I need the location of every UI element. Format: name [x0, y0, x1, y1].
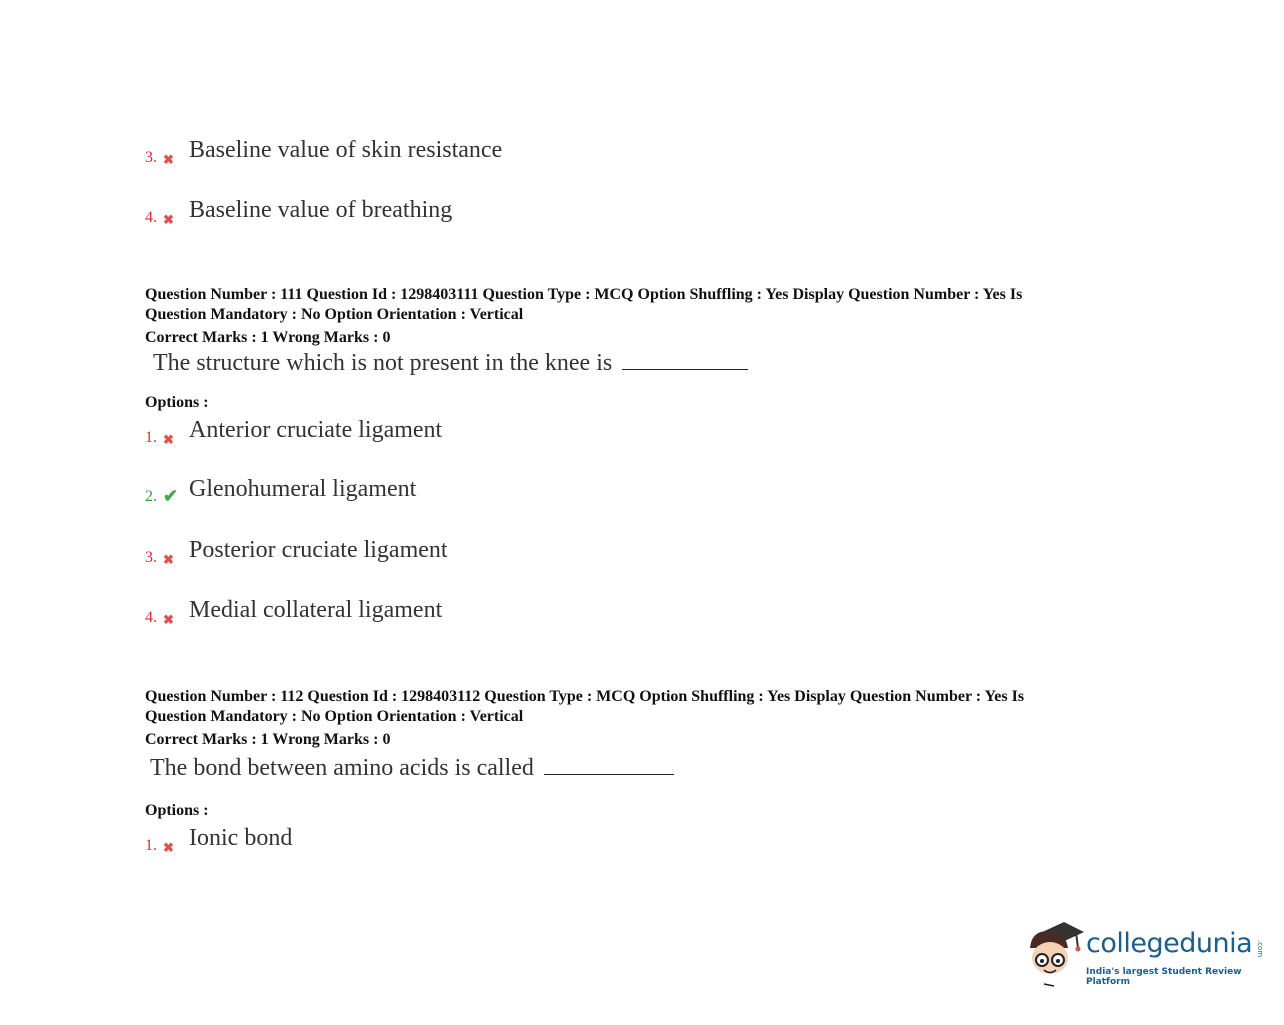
option-item — [145, 598, 442, 626]
option-number: 3. — [145, 549, 157, 566]
option-text: Baseline value of breathing — [189, 197, 453, 223]
question-stem: The bond between amino acids is called — [150, 755, 534, 781]
option-number: 1. — [145, 429, 157, 446]
option-text: Baseline value of skin resistance — [189, 137, 503, 163]
option-text: Glenohumeral ligament — [189, 476, 417, 502]
option-number: 3. — [145, 149, 157, 166]
option-item — [145, 538, 448, 566]
question-text — [153, 350, 748, 377]
options-label: Options : — [145, 802, 209, 819]
cross-icon: ✖ — [163, 212, 174, 227]
options-label: Options : — [145, 394, 209, 411]
option-number: 1. — [145, 837, 157, 854]
cross-icon: ✖ — [163, 840, 174, 855]
option-item — [145, 826, 292, 854]
option-text: Ionic bond — [189, 825, 293, 851]
question-meta — [145, 285, 1022, 325]
check-icon: ✔ — [163, 486, 179, 506]
cross-icon: ✖ — [163, 552, 174, 567]
logo-tagline: India's largest Student Review Platform — [1086, 967, 1242, 987]
answer-blank — [544, 774, 674, 775]
answer-blank — [622, 369, 748, 370]
option-number: 4. — [145, 209, 157, 226]
option-text: Anterior cruciate ligament — [189, 417, 443, 443]
question-meta-line1: Question Number : 111 Question Id : 1298403111 Question Type : MCQ Option Shuffling : Yes Display Question Number : Yes Is — [145, 286, 1023, 303]
option-item — [145, 198, 452, 226]
question-stem: The structure which is not present in the knee is — [153, 350, 613, 376]
option-item-correct — [145, 477, 416, 505]
option-item — [145, 138, 502, 166]
question-marks: Correct Marks : 1 Wrong Marks : 0 — [145, 731, 391, 748]
option-number: 2. — [145, 488, 157, 505]
option-text: Medial collateral ligament — [189, 597, 443, 623]
question-meta-line2: Question Mandatory : No Option Orientation : Vertical — [145, 708, 524, 725]
question-meta-line2: Question Mandatory : No Option Orientation : Vertical — [145, 306, 524, 323]
cross-icon: ✖ — [163, 612, 174, 627]
collegedunia-logo — [1024, 918, 1264, 988]
question-meta — [145, 687, 1024, 727]
mascot-icon — [1024, 918, 1086, 988]
logo-wordmark: collegedunia — [1086, 928, 1253, 959]
cross-icon: ✖ — [163, 152, 174, 167]
question-marks: Correct Marks : 1 Wrong Marks : 0 — [145, 329, 391, 346]
option-item — [145, 418, 442, 446]
question-meta-line1: Question Number : 112 Question Id : 1298403112 Question Type : MCQ Option Shuffling : Yes Display Question Number : Yes Is — [145, 688, 1025, 705]
question-text — [150, 755, 674, 782]
option-text: Posterior cruciate ligament — [189, 537, 448, 563]
option-number: 4. — [145, 609, 157, 626]
logo-dotcom: .com — [1256, 940, 1264, 958]
cross-icon: ✖ — [163, 432, 174, 447]
